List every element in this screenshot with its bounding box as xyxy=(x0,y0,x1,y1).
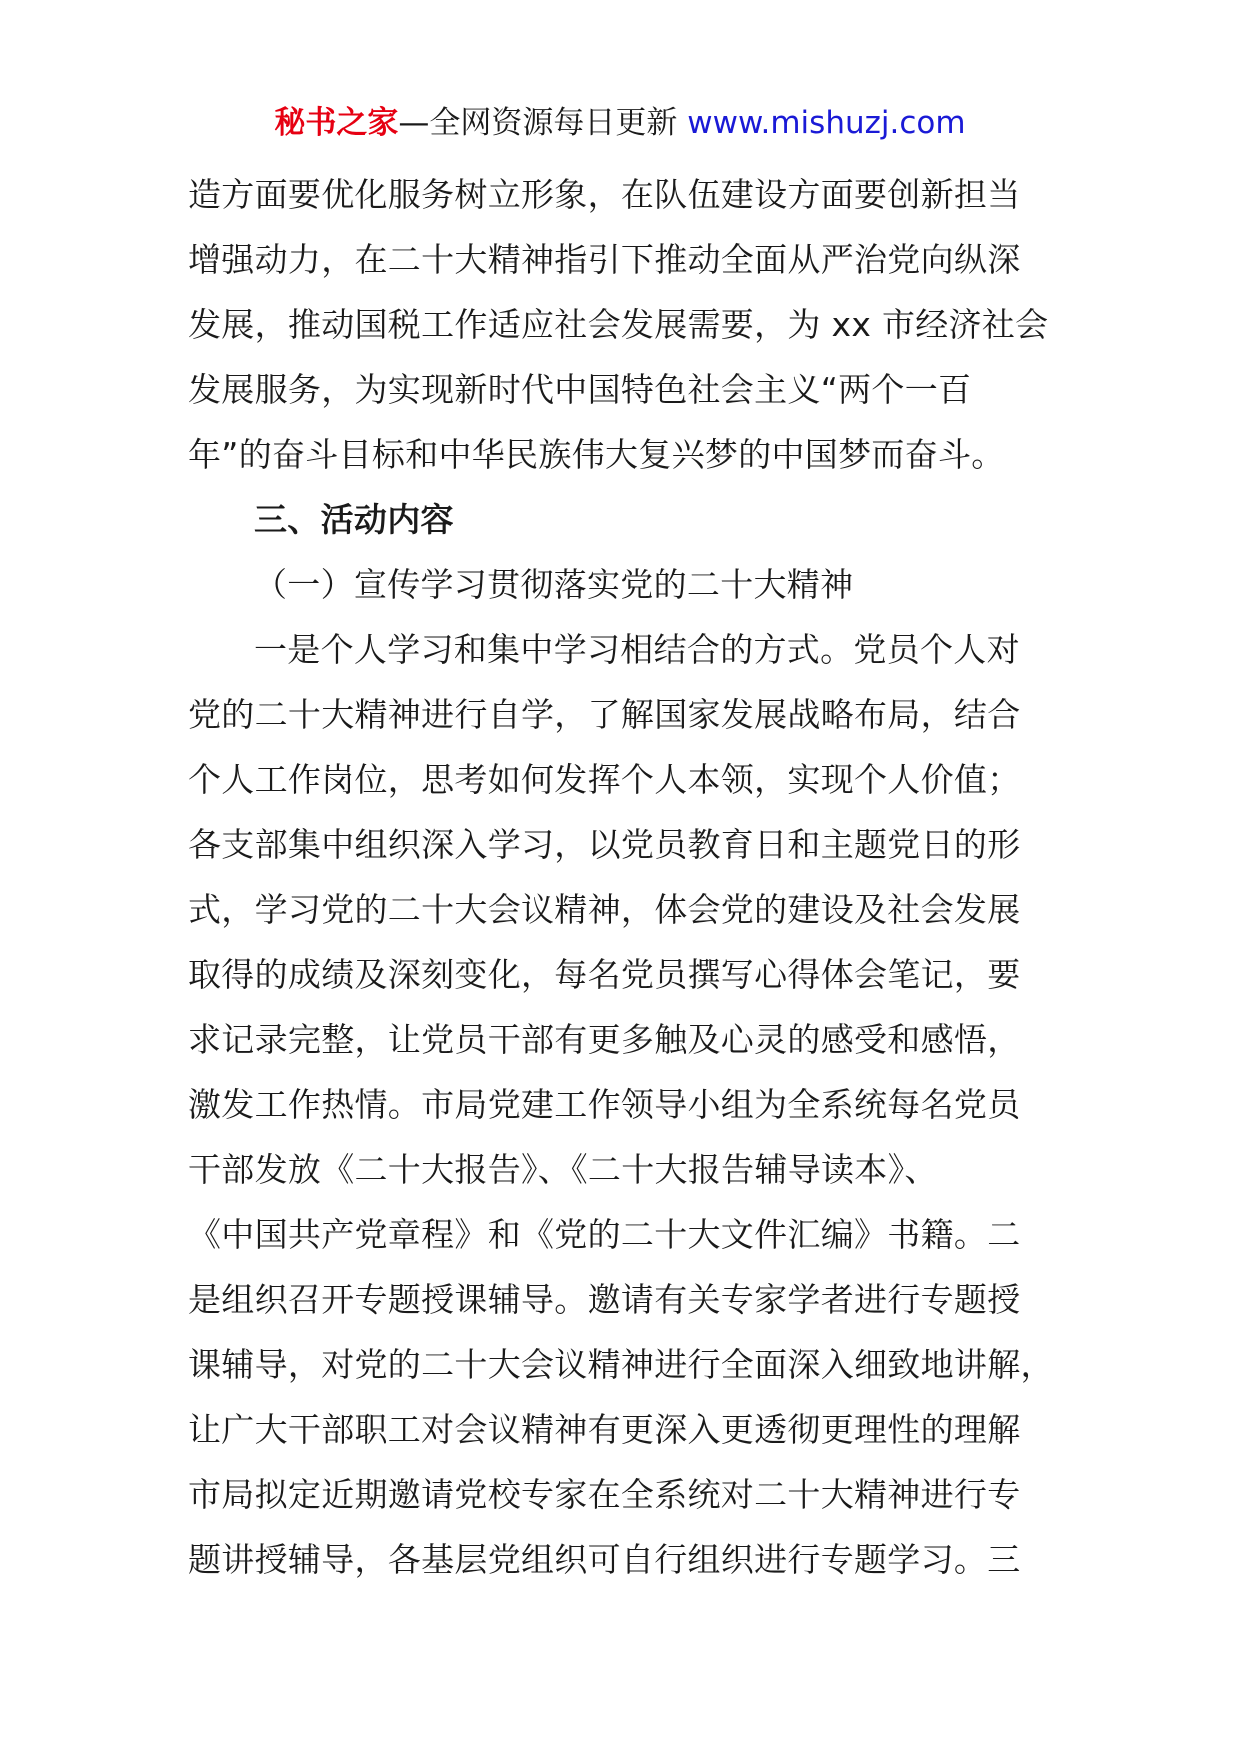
paragraph-line: 市局拟定近期邀请党校专家在全系统对二十大精神进行专 xyxy=(188,1475,1021,1514)
paragraph-line: 发展，推动国税工作适应社会发展需要，为 xx 市经济社会 xyxy=(188,305,1049,344)
paragraph-line: 党的二十大精神进行自学，了解国家发展战略布局，结合 xyxy=(188,695,1021,734)
brand-name: 秘书之家 xyxy=(274,105,399,141)
document-body xyxy=(188,162,1068,1592)
paragraph-line: 题讲授辅导，各基层党组织可自行组织进行专题学习。三 xyxy=(188,1540,1021,1579)
paragraph-line: 《中国共产党章程》和《党的二十大文件汇编》书籍。二 xyxy=(188,1215,1021,1254)
paragraph-line: 取得的成绩及深刻变化，每名党员撰写心得体会笔记，要 xyxy=(188,955,1021,994)
paragraph-line: 各支部集中组织深入学习，以党员教育日和主题党日的形 xyxy=(188,825,1021,864)
paragraph-line: 增强动力，在二十大精神指引下推动全面从严治党向纵深 xyxy=(188,240,1021,279)
paragraph-line: 年”的奋斗目标和中华民族伟大复兴梦的中国梦而奋斗。 xyxy=(188,435,1005,474)
paragraph-line: 激发工作热情。市局党建工作领导小组为全系统每名党员 xyxy=(188,1085,1021,1124)
paragraph-line: 造方面要优化服务树立形象，在队伍建设方面要创新担当 xyxy=(188,175,1021,214)
paragraph-line: 一是个人学习和集中学习相结合的方式。党员个人对 xyxy=(254,630,1020,669)
paragraph-line: 求记录完整，让党员干部有更多触及心灵的感受和感悟， xyxy=(188,1020,1021,1059)
subsection-heading: （一）宣传学习贯彻落实党的二十大精神 xyxy=(254,565,854,604)
paragraph-line: 式，学习党的二十大会议精神，体会党的建设及社会发展 xyxy=(188,890,1021,929)
paragraph-line: 课辅导，对党的二十大会议精神进行全面深入细致地讲解， xyxy=(188,1345,1054,1384)
paragraph-line: 发展服务，为实现新时代中国特色社会主义“两个一百 xyxy=(188,370,972,409)
section-heading: 三、活动内容 xyxy=(254,500,454,539)
site-header xyxy=(0,101,1240,145)
paragraph-line: 干部发放《二十大报告》、《二十大报告辅导读本》、 xyxy=(188,1150,938,1189)
site-url-link[interactable]: www.mishuzj.com xyxy=(687,105,966,141)
header-slogan: —全网资源每日更新 xyxy=(398,105,678,141)
paragraph-line: 个人工作岗位，思考如何发挥个人本领，实现个人价值； xyxy=(188,760,1021,799)
paragraph-line: 是组织召开专题授课辅导。邀请有关专家学者进行专题授 xyxy=(188,1280,1021,1319)
paragraph-line: 让广大干部职工对会议精神有更深入更透彻更理性的理解 xyxy=(188,1410,1021,1449)
